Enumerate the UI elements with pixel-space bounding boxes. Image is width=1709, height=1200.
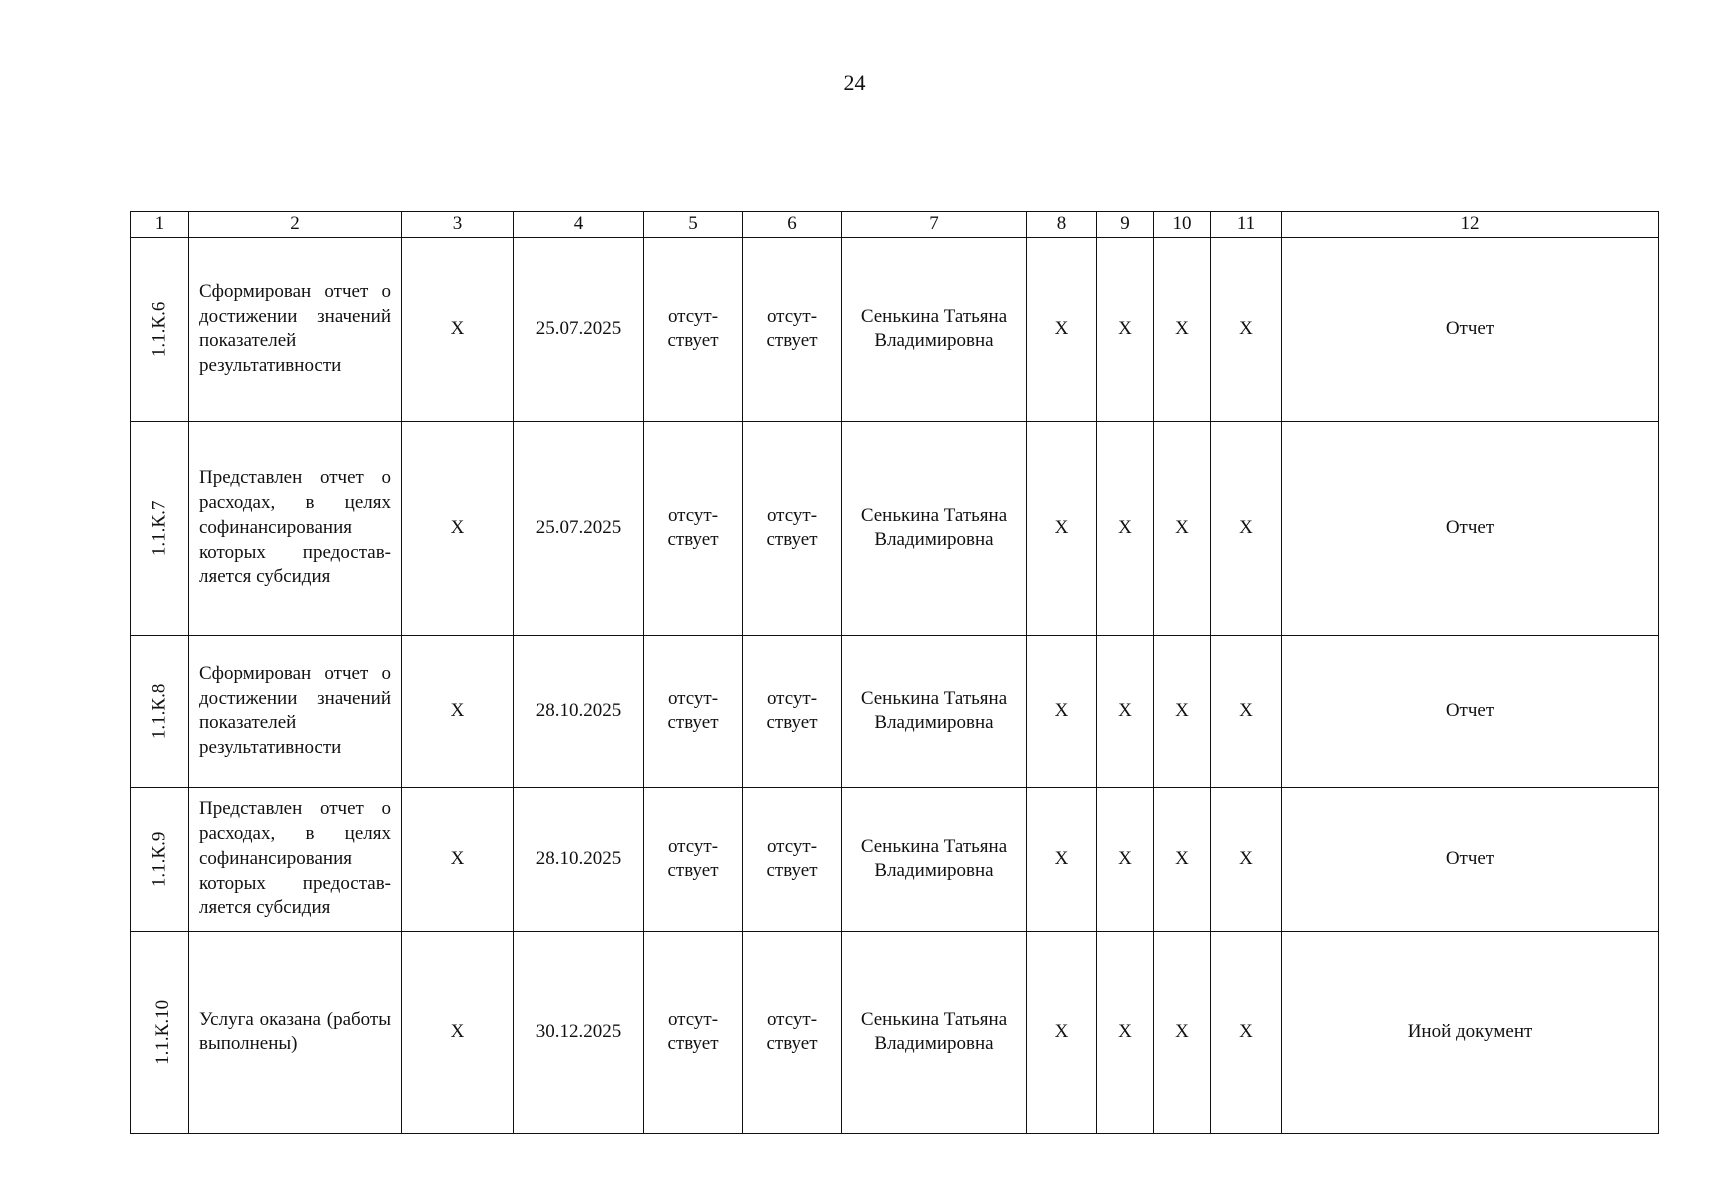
date-cell: 30.12.2025 <box>514 931 644 1133</box>
page-number: 24 <box>843 70 866 95</box>
column-header: 3 <box>402 212 514 238</box>
table-cell: X <box>402 237 514 421</box>
document-cell: Отчет <box>1282 635 1659 787</box>
event-cell: Сформирован отчет о достижении значений показателей результативности <box>189 635 402 787</box>
column-header: 12 <box>1282 212 1659 238</box>
column-header: 2 <box>189 212 402 238</box>
row-code-cell <box>131 421 189 635</box>
column-header: 8 <box>1027 212 1097 238</box>
table-row <box>131 787 1659 931</box>
responsible-cell: Сенькина Татьяна Владимировна <box>842 787 1027 931</box>
column-header: 11 <box>1211 212 1282 238</box>
table-row <box>131 931 1659 1133</box>
table-cell: X <box>402 787 514 931</box>
event-cell: Сформирован отчет о достижении значений показателей результативности <box>189 237 402 421</box>
table-cell: X <box>1154 635 1211 787</box>
table-cell: отсутствует <box>743 237 842 421</box>
table-cell: X <box>402 931 514 1133</box>
table-row <box>131 237 1659 421</box>
column-header: 6 <box>743 212 842 238</box>
table-cell: отсутствует <box>644 931 743 1133</box>
table-header-row <box>131 212 1659 238</box>
table-cell: X <box>1097 421 1154 635</box>
event-cell: Представлен отчет о расходах, в целях софинансирования которых предоставляется субсидия <box>189 787 402 931</box>
responsible-cell: Сенькина Татьяна Владимировна <box>842 421 1027 635</box>
table-row <box>131 421 1659 635</box>
date-cell: 28.10.2025 <box>514 787 644 931</box>
table-cell: отсутствует <box>743 421 842 635</box>
column-header: 7 <box>842 212 1027 238</box>
date-cell: 28.10.2025 <box>514 635 644 787</box>
table-cell: отсутствует <box>644 237 743 421</box>
table-cell: X <box>402 635 514 787</box>
row-code: 1.1.К.10 <box>152 999 174 1065</box>
column-header: 1 <box>131 212 189 238</box>
date-cell: 25.07.2025 <box>514 421 644 635</box>
table-cell: X <box>1211 931 1282 1133</box>
document-cell: Отчет <box>1282 787 1659 931</box>
event-cell: Услуга оказана (работы выполнены) <box>189 931 402 1133</box>
table-row <box>131 635 1659 787</box>
row-code-cell <box>131 931 189 1133</box>
document-cell: Отчет <box>1282 421 1659 635</box>
table-cell: X <box>1097 931 1154 1133</box>
table-cell: X <box>1154 237 1211 421</box>
column-header: 4 <box>514 212 644 238</box>
table-cell: X <box>1027 237 1097 421</box>
table-cell: X <box>1027 787 1097 931</box>
control-points-table <box>130 211 1659 1134</box>
responsible-cell: Сенькина Татьяна Владимировна <box>842 931 1027 1133</box>
table-cell: X <box>1211 787 1282 931</box>
table-cell: X <box>1027 931 1097 1133</box>
table-cell: X <box>1027 635 1097 787</box>
table-cell: X <box>1097 237 1154 421</box>
row-code-cell <box>131 635 189 787</box>
document-cell: Иной документ <box>1282 931 1659 1133</box>
date-cell: 25.07.2025 <box>514 237 644 421</box>
table-cell: отсутствует <box>743 931 842 1133</box>
row-code: 1.1.К.8 <box>148 683 170 739</box>
row-code-cell <box>131 787 189 931</box>
table-cell: отсутствует <box>743 635 842 787</box>
table-cell: отсутствует <box>644 787 743 931</box>
table-cell: X <box>1154 421 1211 635</box>
table-cell: X <box>1154 931 1211 1133</box>
table-cell: отсутствует <box>644 635 743 787</box>
table-cell: X <box>1027 421 1097 635</box>
table-cell: X <box>402 421 514 635</box>
row-code: 1.1.К.6 <box>148 301 170 357</box>
table-cell: X <box>1097 787 1154 931</box>
row-code-cell <box>131 237 189 421</box>
table-cell: X <box>1211 237 1282 421</box>
responsible-cell: Сенькина Татьяна Владимировна <box>842 237 1027 421</box>
document-cell: Отчет <box>1282 237 1659 421</box>
responsible-cell: Сенькина Татьяна Владимировна <box>842 635 1027 787</box>
table-cell: X <box>1154 787 1211 931</box>
row-code: 1.1.К.9 <box>148 831 170 887</box>
table-cell: X <box>1211 421 1282 635</box>
column-header: 9 <box>1097 212 1154 238</box>
event-cell: Представлен отчет о расходах, в целях софинансирования которых предоставляется субсидия <box>189 421 402 635</box>
column-header: 10 <box>1154 212 1211 238</box>
table-cell: X <box>1211 635 1282 787</box>
column-header: 5 <box>644 212 743 238</box>
table-cell: X <box>1097 635 1154 787</box>
table-cell: отсутствует <box>644 421 743 635</box>
table-cell: отсутствует <box>743 787 842 931</box>
row-code: 1.1.К.7 <box>148 500 170 556</box>
